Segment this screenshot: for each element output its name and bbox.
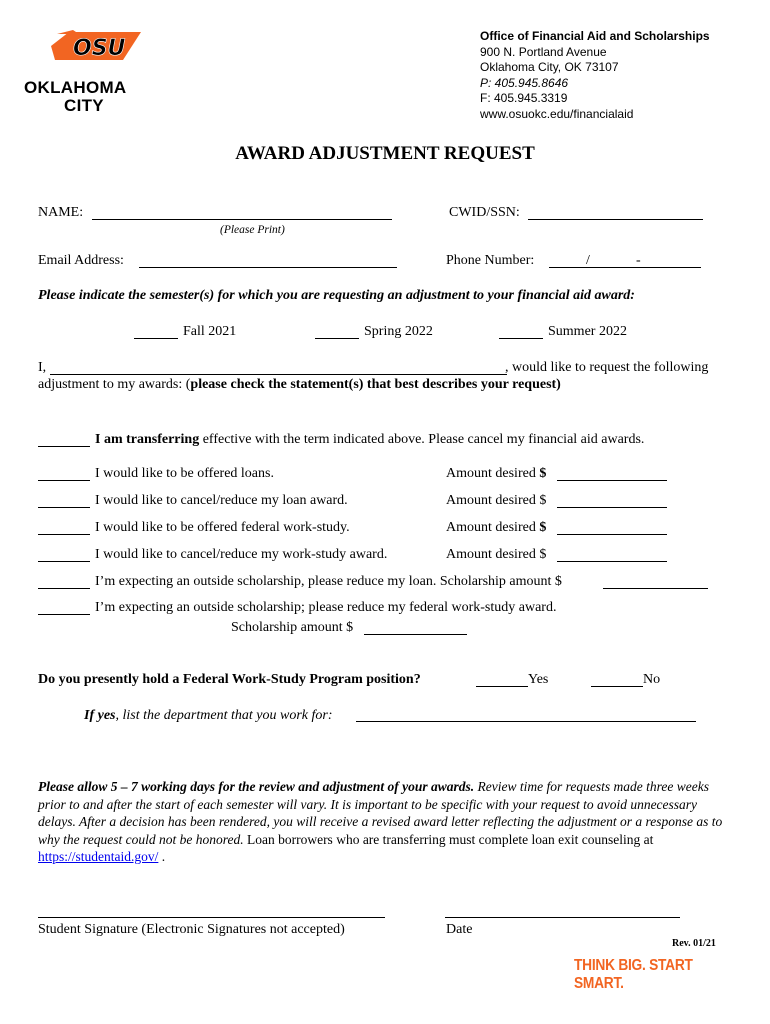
option-ws-cancel: I would like to cancel/reduce my work-study award. — [95, 547, 388, 562]
notice-italic: Review time for requests made three weeks prior to and after the start of each semester will vary. It is important to be specific with your request to avoid unnecessary delays. After a decision has been rendered, you will receive a revised award letter reflecting the adjustment or a response as to why the request could not be honored. — [38, 779, 723, 847]
amount-desired-text-3: Amount desired — [446, 520, 540, 535]
notice-bold: Please allow 5 – 7 working days for the review and adjustment of your awards. — [38, 779, 475, 794]
scholarship-ws-amount-label: Scholarship amount $ — [231, 620, 354, 635]
semester-spring: Spring 2022 — [364, 324, 433, 339]
workstudy-no: No — [643, 672, 661, 687]
amount-desired-text-4: Amount desired — [446, 547, 540, 562]
option-scholarship-ws: I’m expecting an outside scholarship; please reduce my federal work-study award. — [95, 600, 557, 615]
name-label: NAME: — [38, 205, 84, 220]
fall-checkbox-line[interactable] — [134, 338, 178, 339]
department-field[interactable] — [356, 721, 696, 722]
statement-line2 — [38, 377, 561, 393]
office-address — [480, 29, 710, 122]
scholarship-loan-checkbox-line[interactable] — [38, 588, 90, 589]
phone-field[interactable] — [549, 267, 701, 268]
cwid-label: CWID/SSN: — [449, 205, 520, 220]
page-title: AWARD ADJUSTMENT REQUEST — [235, 143, 535, 164]
workstudy-question: Do you presently hold a Federal Work-Study Program position? — [38, 672, 421, 687]
dollar-3: $ — [539, 520, 547, 535]
amount-desired-label-2 — [446, 493, 546, 509]
amount-desired-text-2: Amount desired — [446, 493, 540, 508]
option-transfer-bold: I am transferring — [95, 432, 200, 447]
semester-prompt: Please indicate the semester(s) for which you are requesting an adjustment to your financial aid award: — [38, 288, 635, 303]
if-yes-label — [84, 708, 332, 724]
semester-fall: Fall 2021 — [183, 324, 237, 339]
osu-brand-mark-icon — [49, 26, 145, 66]
workstudy-no-line[interactable] — [591, 686, 643, 687]
if-yes-bold: If yes — [84, 708, 116, 723]
please-print-note: (Please Print) — [220, 224, 285, 236]
if-yes-rest: , list the department that you work for: — [115, 708, 333, 723]
option-ws-offer: I would like to be offered federal work-study. — [95, 520, 350, 535]
date-field[interactable] — [445, 917, 680, 918]
loans-cancel-checkbox-line[interactable] — [38, 507, 90, 508]
office-city: Oklahoma City, OK 73107 — [480, 60, 619, 74]
option-loans-cancel: I would like to cancel/reduce my loan award. — [95, 493, 348, 508]
transfer-checkbox-line[interactable] — [38, 446, 90, 447]
option-scholarship-loan: I’m expecting an outside scholarship, please reduce my loan. Scholarship amount $ — [95, 574, 562, 589]
office-name: Office of Financial Aid and Scholarships — [480, 29, 710, 43]
statement-line2-bold: please check the statement(s) that best describes your request) — [190, 377, 561, 392]
notice-paragraph — [38, 778, 738, 866]
studentaid-link[interactable]: https://studentaid.gov/ — [38, 849, 159, 864]
option-transfer-rest: effective with the term indicated above. Please cancel my financial aid awards. — [199, 432, 645, 447]
statement-name-field[interactable] — [50, 374, 507, 375]
summer-checkbox-line[interactable] — [499, 338, 543, 339]
statement-line2-prefix: adjustment to my awards: ( — [38, 377, 191, 392]
svg-text:OSU: OSU — [73, 36, 126, 61]
phone-label: Phone Number: — [446, 253, 535, 268]
office-web: www.osuokc.edu/financialaid — [480, 106, 634, 121]
dollar-4: $ — [539, 547, 547, 562]
semester-summer: Summer 2022 — [548, 324, 627, 339]
scholarship-ws-checkbox-line[interactable] — [38, 614, 90, 615]
spring-checkbox-line[interactable] — [315, 338, 359, 339]
amount-desired-label-3 — [446, 520, 546, 536]
tagline: THINK BIG. START SMART. — [574, 957, 693, 992]
amount-field-2[interactable] — [557, 507, 667, 508]
student-signature-label: Student Signature (Electronic Signatures not accepted) — [38, 922, 345, 937]
loans-offer-checkbox-line[interactable] — [38, 480, 90, 481]
email-field[interactable] — [139, 267, 397, 268]
amount-desired-label-1 — [446, 466, 546, 482]
office-fax: F: 405.945.3319 — [480, 91, 568, 105]
email-label: Email Address: — [38, 253, 124, 268]
notice-plain: Loan borrowers who are transferring must complete loan exit counseling at — [243, 831, 654, 847]
option-transfer — [95, 432, 644, 448]
amount-desired-text-1: Amount desired — [446, 466, 540, 481]
revision-label: Rev. 01/21 — [672, 938, 716, 949]
statement-after: , would like to request the following — [505, 360, 709, 375]
osu-logo — [24, 26, 144, 116]
amount-desired-label-4 — [446, 547, 546, 563]
phone-dash: - — [636, 253, 641, 268]
amount-field-4[interactable] — [557, 561, 667, 562]
cwid-field[interactable] — [528, 219, 703, 220]
statement-i: I, — [38, 360, 47, 375]
notice-end: . — [158, 849, 166, 864]
dollar-2: $ — [539, 493, 547, 508]
option-loans-offer: I would like to be offered loans. — [95, 466, 274, 481]
phone-slash: / — [586, 253, 590, 268]
amount-field-3[interactable] — [557, 534, 667, 535]
date-label: Date — [446, 922, 473, 937]
scholarship-ws-amount-field[interactable] — [364, 634, 467, 635]
name-field[interactable] — [92, 219, 392, 220]
workstudy-yes-line[interactable] — [476, 686, 528, 687]
ws-offer-checkbox-line[interactable] — [38, 534, 90, 535]
dollar-1: $ — [539, 466, 547, 481]
office-phone: P: 405.945.8646 — [480, 75, 569, 90]
scholarship-loan-amount-field[interactable] — [603, 588, 708, 589]
logo-line-city: CITY — [64, 96, 104, 115]
office-street: 900 N. Portland Avenue — [480, 44, 607, 59]
student-signature-field[interactable] — [38, 917, 385, 918]
logo-line-oklahoma: OKLAHOMA — [24, 78, 127, 97]
workstudy-yes: Yes — [528, 672, 549, 687]
ws-cancel-checkbox-line[interactable] — [38, 561, 90, 562]
amount-field-1[interactable] — [557, 480, 667, 481]
